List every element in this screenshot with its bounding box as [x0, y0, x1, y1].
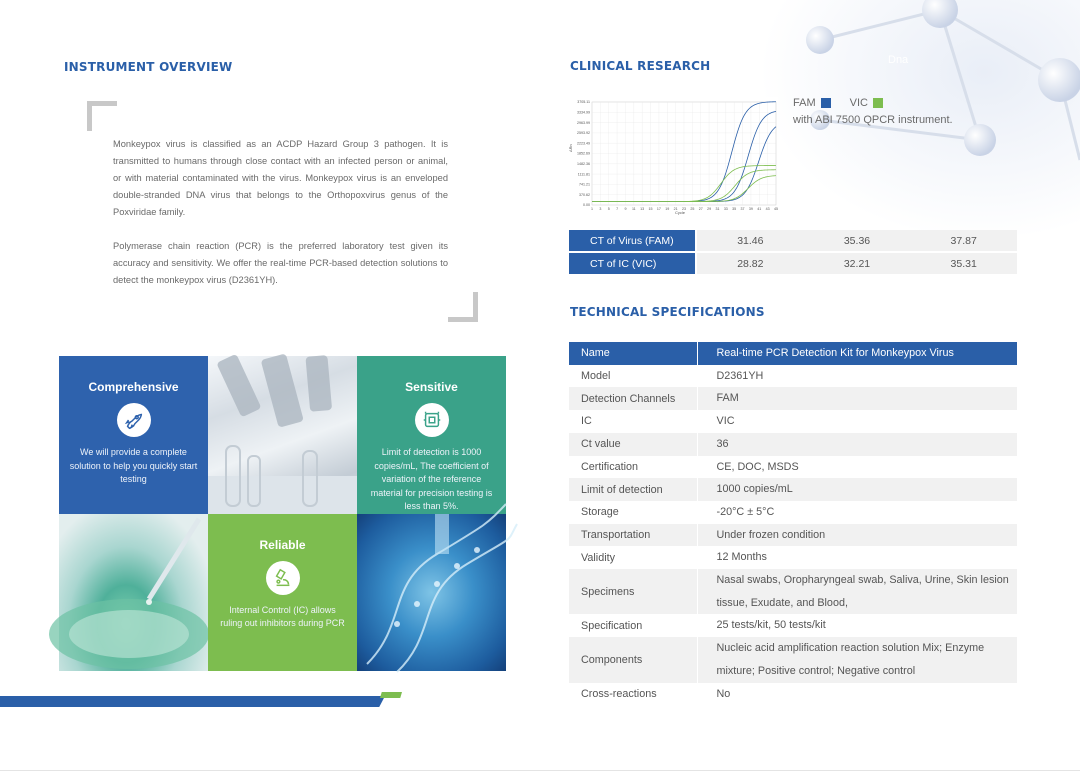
- spec-key: Detection Channels: [569, 387, 697, 410]
- feature-comprehensive: [59, 356, 208, 514]
- table-row: [569, 230, 1017, 251]
- table-row: [569, 342, 1017, 365]
- table-row: [569, 456, 1017, 479]
- spec-key: Validity: [569, 546, 697, 569]
- table-row: [569, 433, 1017, 456]
- ct-values-table: [569, 228, 1017, 276]
- spec-value: 1000 copies/mL: [697, 478, 1017, 501]
- spec-key: Certification: [569, 456, 697, 479]
- amplification-plot: [570, 97, 778, 215]
- y-tick-label: 1111.81: [577, 172, 590, 177]
- x-tick-label: 39: [748, 207, 753, 211]
- table-row: [569, 253, 1017, 274]
- legend-fam-label: FAM: [793, 97, 816, 109]
- x-tick-label: 37: [740, 207, 745, 211]
- table-row: [569, 387, 1017, 410]
- y-tick-label: 1852.69: [577, 151, 590, 156]
- y-tick-label: 370.62: [579, 192, 590, 197]
- x-tick-label: 13: [640, 207, 645, 211]
- y-tick-label: 2593.92: [577, 131, 590, 136]
- legend-fam-swatch: [821, 98, 831, 108]
- feature-title: Sensitive: [405, 380, 458, 394]
- ct-value: 31.46: [697, 230, 804, 251]
- microscope-photo: [208, 356, 357, 514]
- instrument-overview-title: INSTRUMENT OVERVIEW: [64, 60, 233, 74]
- x-tick-label: 5: [607, 207, 610, 211]
- feature-reliable: [208, 514, 357, 672]
- spec-value: -20°C ± 5°C: [716, 505, 775, 518]
- table-row: [569, 683, 1017, 706]
- spec-value: Real-time PCR Detection Kit for Monkeypox Virus: [697, 342, 1017, 365]
- feature-title: Reliable: [259, 537, 306, 552]
- ct-value: 35.31: [910, 253, 1017, 274]
- spec-key: Components: [569, 637, 697, 682]
- y-tick-label: 741.21: [579, 182, 590, 187]
- intro-paragraph-1: Monkeypox virus is classified as an ACDP Hazard Group 3 pathogen. It is transmitted to humans through close contact with an infected person or animal, or with material contaminated with the virus. Monkeypox virus is an enveloped double-stranded DNA virus that belongs to the Orthopoxvirus genus of the Poxviridae family.: [113, 139, 448, 217]
- chart-legend: [793, 97, 953, 126]
- feature-desc: Limit of detection is 1000 copies/mL, The coefficient of variation of the reference material for precision testing is less than 5%.: [370, 447, 493, 511]
- spec-value: D2361YH: [716, 369, 764, 382]
- x-tick-label: 3: [599, 207, 602, 211]
- x-axis-label: Cycle: [675, 210, 686, 215]
- x-tick-label: 35: [732, 207, 737, 211]
- table-row: [569, 546, 1017, 569]
- clinical-research-title: CLINICAL RESEARCH: [570, 59, 711, 73]
- spec-value: Nasal swabs, Oropharyngeal swab, Saliva, Urine, Skin lesion tissue, Exudate, and Blood,: [697, 569, 1017, 614]
- legend-vic-swatch: [873, 98, 883, 108]
- table-row: [569, 365, 1017, 388]
- x-tick-label: 15: [648, 207, 653, 211]
- y-tick-label: 2223.49: [577, 141, 590, 146]
- ct-value: 28.82: [697, 253, 804, 274]
- footer-stripe-blue: [0, 696, 385, 707]
- spec-value: 12 Months: [716, 551, 767, 564]
- x-tick-label: 23: [682, 207, 686, 211]
- spec-value: 25 tests/kit, 50 tests/kit: [716, 619, 826, 632]
- ct-row-label: CT of IC (VIC): [569, 253, 697, 274]
- x-tick-label: 45: [774, 207, 778, 211]
- spec-value: Nucleic acid amplification reaction solution Mix; Enzyme mixture; Positive control; Negative control: [697, 637, 1017, 682]
- x-tick-label: 11: [631, 207, 636, 211]
- x-tick-label: 41: [757, 207, 762, 211]
- intro-paragraph-2: Polymerase chain reaction (PCR) is the preferred laboratory test given its accuracy and sensitivity. We offer the real-time PCR-based detection solutions to detect the monkeypox virus (D2361YH).: [113, 241, 448, 285]
- spec-key: IC: [569, 410, 697, 433]
- spec-value: No: [716, 687, 731, 700]
- table-row: [569, 524, 1017, 547]
- technical-specs-title: TECHNICAL SPECIFICATIONS: [570, 305, 765, 319]
- y-axis-label: ΔRn: [568, 144, 573, 152]
- table-row: [569, 614, 1017, 637]
- table-row: [569, 569, 1017, 614]
- x-tick-label: 1: [591, 207, 593, 211]
- feature-desc: We will provide a complete solution to help you quickly start testing: [69, 447, 198, 484]
- x-tick-label: 21: [673, 207, 678, 211]
- spec-key: Limit of detection: [569, 478, 697, 501]
- spec-key: Model: [569, 365, 697, 388]
- feature-sensitive: [357, 356, 506, 514]
- spec-key: Transportation: [569, 524, 697, 547]
- spec-key: Storage: [569, 501, 697, 524]
- intro-text: [113, 136, 448, 289]
- y-tick-label: 3334.99: [577, 110, 590, 115]
- x-tick-label: 27: [698, 207, 703, 211]
- amplification-chart: [570, 97, 778, 215]
- x-tick-label: 7: [616, 207, 619, 211]
- spec-value: FAM: [697, 387, 1017, 410]
- quote-bracket-close: [448, 292, 478, 322]
- page-bottom-line: [0, 770, 1080, 771]
- footer-stripe-green: [380, 692, 402, 698]
- ct-value: 35.36: [804, 230, 911, 251]
- dna-bg-label: Dna: [888, 54, 909, 66]
- spec-value: VIC: [716, 415, 735, 428]
- spec-value: 36: [697, 433, 1017, 456]
- x-tick-label: 17: [656, 207, 661, 211]
- x-tick-label: 25: [690, 207, 695, 211]
- ct-row-label: CT of Virus (FAM): [569, 230, 697, 251]
- microscope-icon: [266, 561, 300, 595]
- spec-key: Specimens: [569, 569, 697, 614]
- quote-bracket-open: [87, 101, 117, 131]
- ct-value: 32.21: [804, 253, 911, 274]
- table-row: [569, 637, 1017, 682]
- x-tick-label: 29: [707, 207, 712, 211]
- legend-vic-label: VIC: [849, 97, 868, 109]
- table-row: [569, 478, 1017, 501]
- ct-value: 37.87: [910, 230, 1017, 251]
- feature-title: Comprehensive: [88, 380, 179, 394]
- spec-value: Under frozen condition: [697, 524, 1017, 547]
- spec-key: Ct value: [569, 433, 697, 456]
- x-tick-label: 31: [715, 207, 720, 211]
- petri-dish-photo: [59, 514, 208, 672]
- spec-value: CE, DOC, MSDS: [716, 460, 799, 473]
- feature-desc: Internal Control (IC) allows ruling out inhibitors during PCR: [220, 604, 345, 628]
- x-tick-label: 9: [624, 207, 627, 211]
- y-tick-label: 3705.11: [577, 100, 590, 105]
- specs-table: [569, 342, 1017, 705]
- rocket-icon: [117, 403, 151, 437]
- table-row: [569, 501, 1017, 524]
- spec-key: Cross-reactions: [569, 683, 697, 706]
- y-tick-label: 1482.36: [577, 162, 590, 166]
- chip-icon: [415, 403, 449, 437]
- x-tick-label: 43: [765, 207, 770, 211]
- spec-key: Specification: [569, 614, 697, 637]
- instrument-note: with ABI 7500 QPCR instrument.: [793, 114, 953, 126]
- dna-photo: [357, 514, 506, 672]
- x-tick-label: 33: [723, 207, 728, 211]
- y-tick-label: 2963.99: [577, 120, 590, 125]
- spec-key: Name: [569, 342, 697, 365]
- y-tick-label: 0.00: [583, 203, 590, 208]
- table-row: [569, 410, 1017, 433]
- feature-grid: [59, 356, 506, 671]
- x-tick-label: 19: [665, 207, 670, 211]
